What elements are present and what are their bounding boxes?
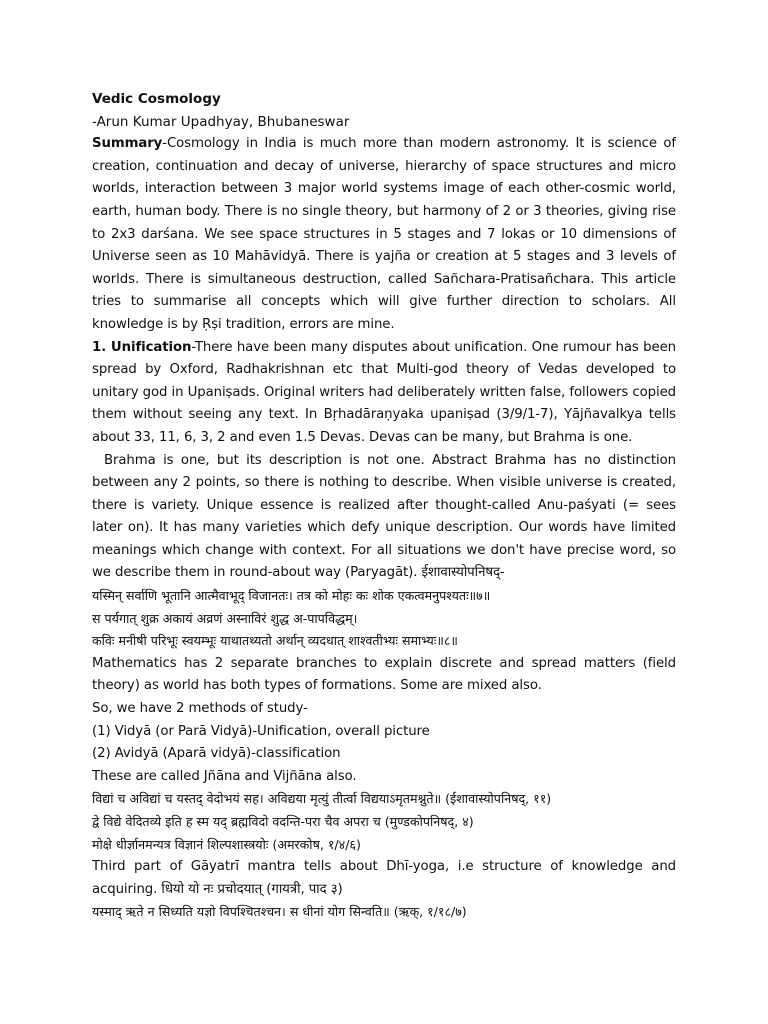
sanskrit-verse-1: यस्मिन् सर्वाणि भूतानि आत्मैवाभूद् विजानतः। तत्र को मोहः कः शोक एकत्वमनुपश्यतः॥७॥ bbox=[92, 588, 491, 604]
jnana-line: These are called Jñāna and Vijñāna also. bbox=[92, 768, 357, 784]
document-title: Vedic Cosmology bbox=[92, 91, 221, 107]
section-heading-unification: 1. Unification bbox=[92, 339, 192, 355]
mathematics-paragraph: Mathematics has 2 separate branches to explain discrete and spread matters (field theory) as world has both types of formations. Some are mixed also. bbox=[92, 655, 676, 694]
sanskrit-verse-7: यस्माद् ऋते न सिध्यति यज्ञो विपश्चितश्चन। स धीनां योग सिन्वति॥ (ऋक्, १/१८/७) bbox=[92, 904, 467, 920]
author-line: -Arun Kumar Upadhyay, Bhubaneswar bbox=[92, 113, 350, 130]
sanskrit-verse-2: स पर्यगात् शुक्र अकायं अव्रणं अस्नाविरं शुद्ध अ-पापविद्धम्। bbox=[92, 610, 358, 626]
vidya-line: (1) Vidyā (or Parā Vidyā)-Unification, overall picture bbox=[92, 723, 430, 739]
sanskrit-verse-3: कविः मनीषी परिभूः स्वयम्भूः याथातथ्यतो अर्थान् व्यदधात् शाश्वतीभ्यः समाभ्यः॥८॥ bbox=[92, 633, 458, 649]
document-page bbox=[92, 88, 676, 924]
sanskrit-verse-6: मोक्षे धीर्ज्ञानमन्यत्र विज्ञानं शिल्पशास्त्रयोः (अमरकोष, १/४/६) bbox=[92, 836, 361, 852]
section-unification-text: -There have been many disputes about unification. One rumour has been spread by Oxford, Radhakrishnan etc that Multi-god theory of Vedas developed to unitary god in Upaniṣads. Original writers had deliberately written false, followers copied them without seeing any text. In Bṛhadāraṇyaka upaniṣad (3/9/1-7), Yājñavalkya tells about 33, 11, 6, 3, 2 and even 1.5 Devas. Devas can be many, but Brahma is one. bbox=[92, 339, 676, 445]
sanskrit-verse-4: विद्यां च अविद्यां च यस्तद् वेदोभयं सह। अविद्यया मृत्युं तीर्त्वा विद्ययाऽमृतमश्नुते॥ (ईशावास्योपनिषद्, ११) bbox=[92, 791, 552, 807]
summary-paragraph bbox=[92, 133, 676, 336]
methods-line: So, we have 2 methods of study- bbox=[92, 701, 308, 717]
summary-label: Summary bbox=[92, 136, 163, 152]
sanskrit-verse-5: द्वे विद्ये वेदितव्ये इति ह स्म यद् ब्रह्मविदो वदन्ति-परा चैव अपरा च (मुण्डकोपनिषद्, ४) bbox=[92, 814, 474, 829]
summary-text: -Cosmology in India is much more than modern astronomy. It is science of creation, continuation and decay of universe, hierarchy of space structures and micro worlds, interaction between 3 major world systems image of each other-cosmic world, earth, human body. There is no single theory, but harmony of 2 or 3 theories, giving rise to 2x3 darśana. We see space structures in 5 stages and 7 lokas or 10 dimensions of Universe seen as 10 Mahāvidyā. There is yajña or creation at 5 stages and 3 levels of worlds. There is simultaneous destruction, called Sañchara-Pratisañchara. This article tries to summarise all concepts which will give further direction to scholars. All knowledge is by Ṛṣi tradition, errors are mine. bbox=[92, 136, 676, 332]
gayatri-paragraph: Third part of Gāyatrī mantra tells about Dhī-yoga, i.e structure of knowledge and acquiring. धियो यो नः प्रचोदयात् (गायत्री, पाद ३) bbox=[92, 859, 676, 897]
avidya-line: (2) Avidyā (Aparā vidyā)-classification bbox=[92, 746, 341, 762]
section-unification-paragraph bbox=[92, 337, 676, 450]
brahma-paragraph: Brahma is one, but its description is not one. Abstract Brahma has no distinction between any 2 points, so there is nothing to describe. When visible universe is created, there is variety. Unique essence is realized after thought-called Anu-paśyati (= sees later on). It has many varieties which defy unique description. Our words have limited meanings which change with context. For all situations we don't have precise word, so we describe them in round-about way (Paryagāt). ईशावास्योपनिषद्- bbox=[92, 452, 676, 581]
